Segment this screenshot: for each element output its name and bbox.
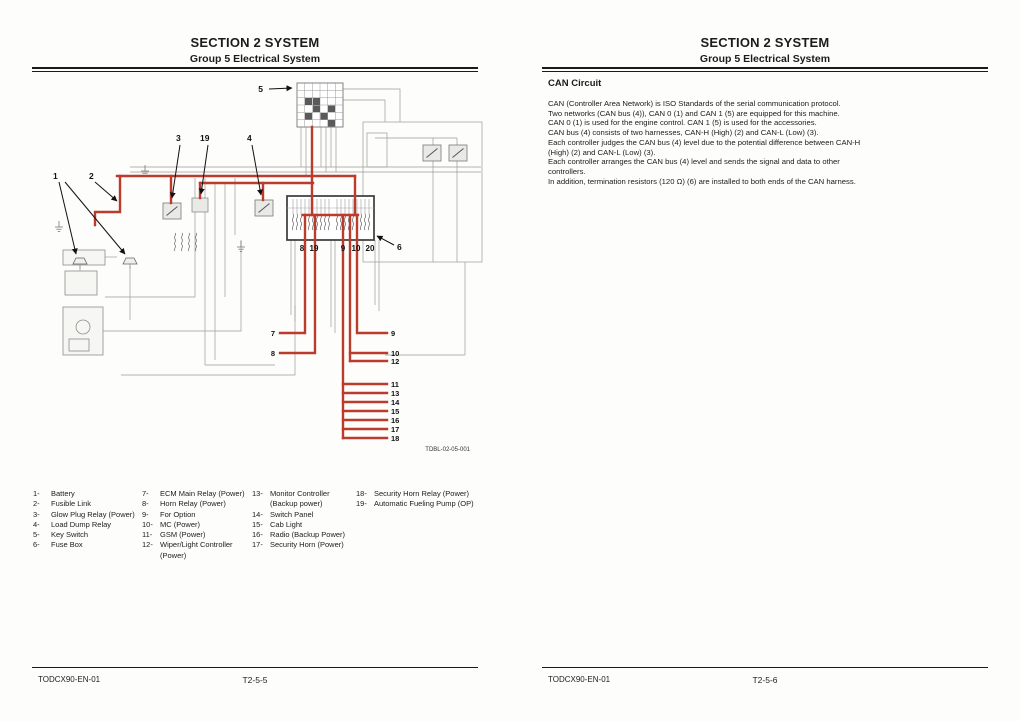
- fuse-number: 9: [340, 244, 346, 253]
- branch-label-8: 8: [270, 349, 275, 358]
- legend-label: ECM Main Relay (Power): [160, 489, 245, 498]
- legend-num: 6-: [33, 540, 40, 550]
- legend-num: 18-: [356, 489, 367, 498]
- legend-num: 1-: [33, 489, 40, 498]
- legend-label: Radio (Backup Power): [270, 530, 346, 540]
- legend-num: 7-: [142, 489, 149, 498]
- legend-num: 12-: [142, 540, 153, 550]
- branch-label-10: 10: [391, 349, 400, 358]
- callout-automatic-fueling-pump: 19: [200, 133, 210, 143]
- legend-num: 19-: [356, 499, 367, 509]
- legend-label: MC (Power): [160, 519, 201, 529]
- legend-label: GSM (Power): [160, 530, 206, 540]
- page-subtitle: Group 5 Electrical System: [699, 53, 831, 65]
- legend-num: 14-: [252, 509, 263, 519]
- legend-item: [252, 530, 352, 540]
- page-number: T2-5-6: [752, 675, 778, 685]
- body-text: [548, 99, 870, 186]
- branch-label-18: 18: [391, 434, 400, 443]
- paragraph: CAN (Controller Area Network) is ISO Standards of the serial communication protocol.: [548, 99, 841, 108]
- callout-fuse-box: 6: [397, 242, 402, 252]
- key-switch-grid: [297, 83, 343, 127]
- branch-label-14: 14: [391, 398, 400, 407]
- legend-item: [252, 510, 352, 520]
- paragraph: Each controller arranges the CAN bus (4) level and sends the signal and data to other controllers.: [548, 157, 840, 176]
- footer-rule: [32, 667, 478, 668]
- header-rule: [542, 67, 988, 72]
- fuse-number: 19: [309, 244, 319, 253]
- manual-page-right: [510, 0, 1020, 721]
- legend-label: Fuse Box: [51, 540, 83, 550]
- page-title: SECTION 2 SYSTEM: [190, 35, 320, 50]
- ground-symbol: [141, 165, 149, 175]
- page-number: T2-5-5: [242, 675, 268, 685]
- legend-label: Battery: [51, 489, 75, 498]
- load-dump-relay-symbol: [255, 200, 273, 216]
- fuse-number: 8: [299, 244, 305, 253]
- doc-code: TODCX90-EN-01: [548, 675, 611, 684]
- legend-num: 3-: [33, 509, 40, 519]
- legend-label: Monitor Controller (Backup power): [270, 489, 330, 509]
- callout-battery: 1: [53, 171, 58, 181]
- branch-label-16: 16: [391, 416, 400, 425]
- fuse-number: 20: [365, 244, 375, 253]
- glow-plug-coils: [174, 233, 196, 251]
- legend-item: [252, 489, 352, 510]
- legend-label: Security Horn (Power): [270, 540, 344, 550]
- doc-code: TODCX90-EN-01: [38, 675, 101, 684]
- paragraph: CAN 0 (1) is used for the engine control. CAN 1 (5) is used for the accessories.: [548, 118, 817, 128]
- legend-item: [33, 520, 139, 530]
- legend-item: [33, 530, 139, 540]
- legend-num: 10-: [142, 519, 153, 529]
- legend-item: [252, 540, 352, 550]
- legend-label: Glow Plug Relay (Power): [51, 509, 135, 519]
- callout-glow-plug-relay: 3: [176, 133, 181, 143]
- legend-num: 11-: [142, 530, 153, 540]
- legend-label: Switch Panel: [270, 509, 314, 519]
- legend-num: 2-: [33, 499, 40, 509]
- branch-label-7: 7: [270, 329, 275, 338]
- component-boxes: [63, 198, 208, 355]
- legend-num: 16-: [252, 530, 263, 540]
- legend-num: 13-: [252, 489, 263, 498]
- legend-item: [142, 499, 250, 509]
- paragraph: Each controller judges the CAN bus (4) level due to the potential difference between CAN-H (High) (2) and CAN-L (Low) (3).: [548, 137, 861, 157]
- legend-item: [33, 540, 139, 550]
- legend-item: [142, 540, 250, 561]
- branch-label-12: 12: [391, 357, 400, 366]
- fuse-number: 10: [351, 244, 361, 253]
- legend-num: 4-: [33, 519, 40, 529]
- legend-item: [142, 530, 250, 540]
- legend-column-3: [252, 489, 352, 551]
- right-relay-symbol-2: [449, 145, 467, 161]
- branch-label-15: 15: [391, 407, 400, 416]
- glow-plug-relay-symbol: [163, 203, 181, 219]
- footer-rule: [542, 667, 988, 668]
- legend-item: [142, 510, 250, 520]
- legend-label: Fusible Link: [51, 499, 92, 509]
- legend-label: Horn Relay (Power): [160, 499, 226, 509]
- fuse-box: [287, 196, 374, 240]
- legend-num: 9-: [142, 509, 149, 519]
- legend-num: 5-: [33, 530, 40, 540]
- legend-item: [356, 499, 488, 509]
- legend-item: [33, 510, 139, 520]
- legend-label: Load Dump Relay: [51, 519, 112, 529]
- legend-label: Cab Light: [270, 519, 303, 529]
- page-subtitle: Group 5 Electrical System: [189, 53, 321, 65]
- callout-load-dump-relay: 4: [247, 133, 252, 143]
- legend-label: For Option: [160, 509, 196, 519]
- legend-column-1: [33, 489, 139, 551]
- paragraph: CAN bus (4) consists of two harnesses, CAN-H (High) (2) and CAN-L (Low) (3).: [548, 128, 819, 138]
- battery-terminal-1: [73, 258, 87, 269]
- right-relay-symbol-1: [423, 145, 441, 161]
- legend-label: Wiper/Light Controller (Power): [160, 540, 233, 560]
- legend-item: [356, 489, 488, 499]
- battery-terminal-2: [123, 258, 137, 269]
- wiring-diagram: [45, 75, 485, 470]
- ground-symbol: [55, 221, 63, 231]
- legend-item: [142, 520, 250, 530]
- legend-num: 15-: [252, 519, 263, 529]
- callout-key-switch: 5: [258, 84, 263, 94]
- legend-label: Security Horn Relay (Power): [374, 489, 470, 498]
- legend-item: [252, 520, 352, 530]
- legend-label: Key Switch: [51, 530, 89, 540]
- paragraph: In addition, termination resistors (120 Ω) (6) are installed to both ends of the CAN harness.: [548, 176, 856, 186]
- paragraph: Two networks (CAN bus (4)), CAN 0 (1) and CAN 1 (5) are equipped for this machine.: [548, 108, 840, 118]
- legend-num: 17-: [252, 540, 263, 550]
- figure-code: TDBL-02-05-001: [425, 447, 470, 453]
- page-title: SECTION 2 SYSTEM: [700, 35, 830, 50]
- branch-label-17: 17: [391, 425, 400, 434]
- branch-label-13: 13: [391, 389, 400, 398]
- legend-item: [33, 499, 139, 509]
- legend-column-2: [142, 489, 250, 561]
- header-rule: [32, 67, 478, 72]
- section-heading: CAN Circuit: [548, 78, 602, 89]
- legend-item: [33, 489, 139, 499]
- branch-label-11: 11: [391, 380, 399, 389]
- callout-fusible-link: 2: [89, 171, 94, 181]
- legend-item: [142, 489, 250, 499]
- legend-num: 8-: [142, 499, 149, 509]
- legend-label: Automatic Fueling Pump (OP): [374, 499, 474, 509]
- legend-column-4: [356, 489, 488, 510]
- branch-label-9: 9: [391, 329, 396, 338]
